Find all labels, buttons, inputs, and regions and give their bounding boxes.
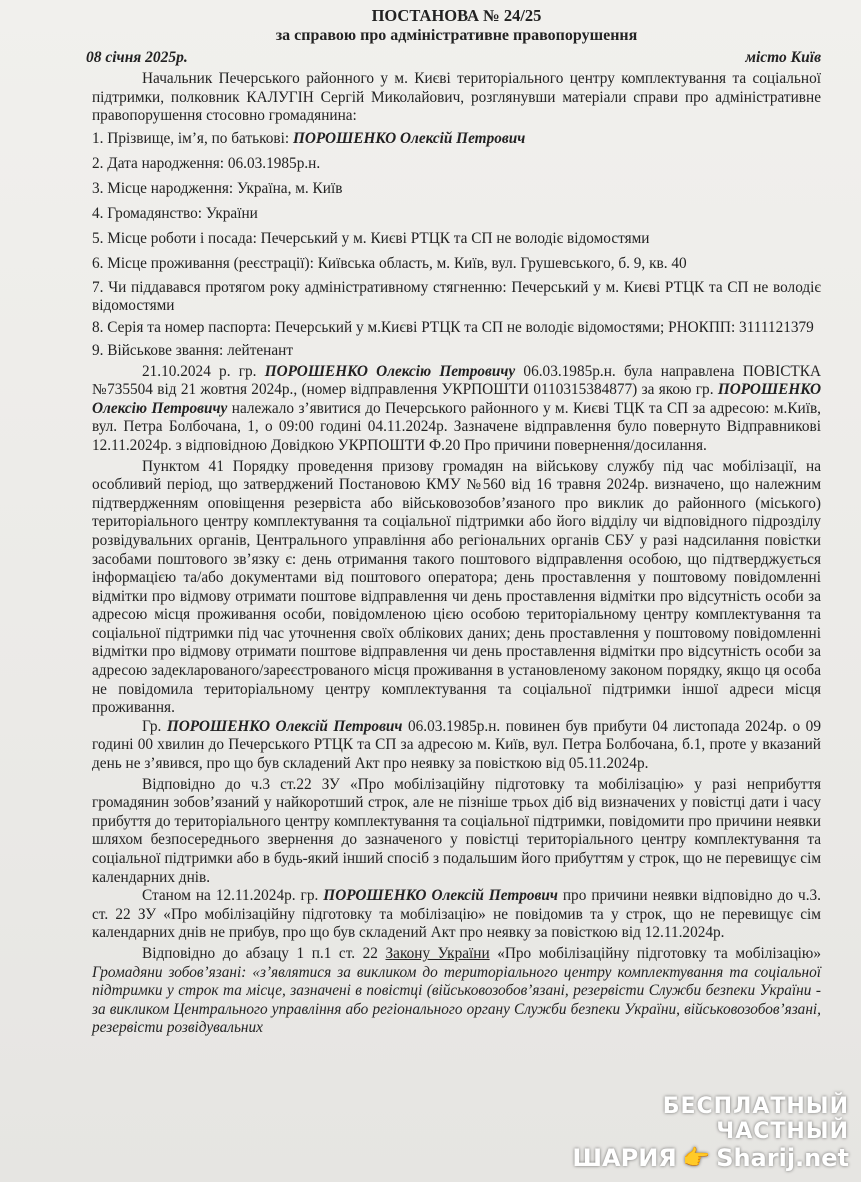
date-line [86,48,821,68]
field-4: 4. Громадянство: України [92,204,258,222]
pointing-hand-icon: 👉 [682,1145,711,1171]
watermark-site: Sharij.net [716,1144,849,1172]
law-link-text: Закону України [385,944,490,962]
watermark-line-1: БЕСПЛАТНЫЙ ЧАСТНЫЙ [662,1094,849,1144]
person-name: ПОРОШЕНКО Олексію Петровичу [92,381,821,417]
document-title: ПОСТАНОВА № 24/25 [371,6,542,25]
person-name: ПОРОШЕНКО Олексію Петровичу [264,362,516,380]
document-subtitle: за справою про адміністративне правопорушення [275,27,638,44]
watermark-name: ШАРИЯ [572,1144,677,1172]
field-7: 7. Чи піддавався протягом року адміністративному стягненню: Печерський у м. Києві РТЦК та СП не володіє відомостями [92,278,821,315]
field-2: 2. Дата народження: 06.03.1985р.н. [92,154,321,172]
watermark [549,1094,849,1172]
person-name: ПОРОШЕНКО Олексій Петрович [323,887,558,905]
field-3: 3. Місце народження: Україна, м. Київ [92,179,343,197]
field-1-label: 1. Прізвище, ім’я, по батькові: [92,129,293,147]
field-1 [92,126,821,151]
field-5: 5. Місце роботи і посада: Печерський у м. Києві РТЦК та СП не володіє відомостями [92,229,650,247]
watermark-line-2 [549,1144,849,1172]
field-1-value: ПОРОШЕНКО Олексій Петрович [292,129,526,147]
field-8: 8. Серія та номер паспорта: Печерський у м.Києві РТЦК та СП не володіє відомостями; РНОКПП: 3111121379 [92,318,814,336]
paragraph-status: Станом на 12.11.2024р. гр. ПОРОШЕНКО Олексій Петрович про причини неявки відповідно до ч.3. ст. 22 ЗУ «Про мобілізаційну підготовку та мобілізацію» не повідомив та у строк, що не перевищує сім календарних днів не прибув, про що був складений Акт про неявку за повісткою від 12.11.2024р. [92,887,821,942]
field-9: 9. Військове звання: лейтенант [92,341,294,359]
paragraph-law-reference: Відповідно до ч.3 ст.22 ЗУ «Про мобілізаційну підготовку та мобілізацію» у разі неприбуття громадянин зобов’язаний у найкоротший строк, але не пізніше трьох діб від визначених у повістці дати і часу прибуття до територіального центру комплектування та соціальної підтримки, повідомити про причини неявки шляхом безпосереднього звернення до зазначеного у повістці територіального центру комплектування та соціальної підтримки або в будь-який інший спосіб з подальшим його прибуттям у строк, що не перевищує сім календарних днів. [92,775,821,886]
document-body [92,70,821,1038]
paragraph-obligations: Відповідно до абзацу 1 п.1 ст. 22 Закону України «Про мобілізаційну підготовку та мобілізацію» Громадяни зобов’язані: «з’являтися за викликом до територіального центру комплектування та соціальної підтримки у строк та місце, зазначені в повістці (військовозобов’язані, резервісти Служби безпеки України - за викликом Центрального управління або регіонального органу Служби безпеки України, військовозобов’язані, резервісти розвідувальних [92,944,821,1037]
document-city: місто Київ [745,49,821,66]
paragraph-summons: 21.10.2024 р. гр. ПОРОШЕНКО Олексію Петровичу 06.03.1985р.н. була направлена ПОВІСТКА №735504 від 21 жовтня 2024р., (номер відправлення УКРПОШТИ 0110315384877) за якою гр. ПОРОШЕНКО Олексію Петровичу належало з’явитися до Печерського районного у м. Києві ТЦК та СП за адресою: м.Київ, вул. Петра Болбочана, 1, о 09:00 годині 04.11.2024р. Зазначене відправлення було повернуто Відправникові 12.11.2024р. з відповідною Довідкою УКРПОШТИ Ф.20 Про причини повернення/досилання. [92,362,822,454]
intro-paragraph: Начальник Печерського районного у м. Києві територіального центру комплектування та соціальної підтримки, полковник КАЛУГІН Сергій Миколайович, розглянувши матеріали справи про адміністративне правопорушення стосовно громадянина: [92,70,821,125]
document-date: 08 січня 2025р. [86,49,188,66]
field-6: 6. Місце проживання (реєстрації): Київська область, м. Київ, вул. Грушевського, б. 9, кв. 40 [92,254,687,272]
paragraph-regulation: Пунктом 41 Порядку проведення призову громадян на військову службу під час мобілізації, на особливий період, що затверджений Постановою КМУ №560 від 16 травня 2024р. визначено, що належним підтвердженням оповіщення резервіста або військовозобов’язаного про виклик до районного (міського) територіального центру комплектування та соціальної підтримки або його відділу чи відповідного підрозділу розвідувальних органів, Центрального управління або регіональних органів СБУ у разі надсилання повістки засобами поштового зв’язку є: день отримання такого поштового відправлення особою, що підтверджується інформацією та/або документами від поштового оператора; день проставлення у поштовому повідомленні відмітки про відмову отримати поштове відправлення чи день проставлення відмітки про відсутність особи за адресою місця проживання особи, повідомленою цією особою територіальному центру комплектування та соціальної підтримки під час уточнення своїх облікових даних; день проставлення у поштовому повідомленні відмітки про відмову отримати поштове відправлення чи день проставлення відмітки про відсутність особи за адресою задекларованого/зареєстрованого місця проживання в установленому законом порядку, якщо ця особа не повідомила територіальному центру комплектування та соціальної підтримки іншої адреси місця проживання. [92,457,821,717]
paragraph-no-show: Гр. ПОРОШЕНКО Олексій Петрович 06.03.1985р.н. повинен був прибути 04 листопада 2024р. о 09 годині 00 хвилин до Печерського РТЦК та СП за адресою м. Київ, вул. Петра Болбочана, б.1, проте у вказаний день не з’явився, про що був складений Акт про неявку за повісткою від 05.11.2024р. [92,717,821,773]
person-name: ПОРОШЕНКО Олексій Петрович [166,717,403,735]
